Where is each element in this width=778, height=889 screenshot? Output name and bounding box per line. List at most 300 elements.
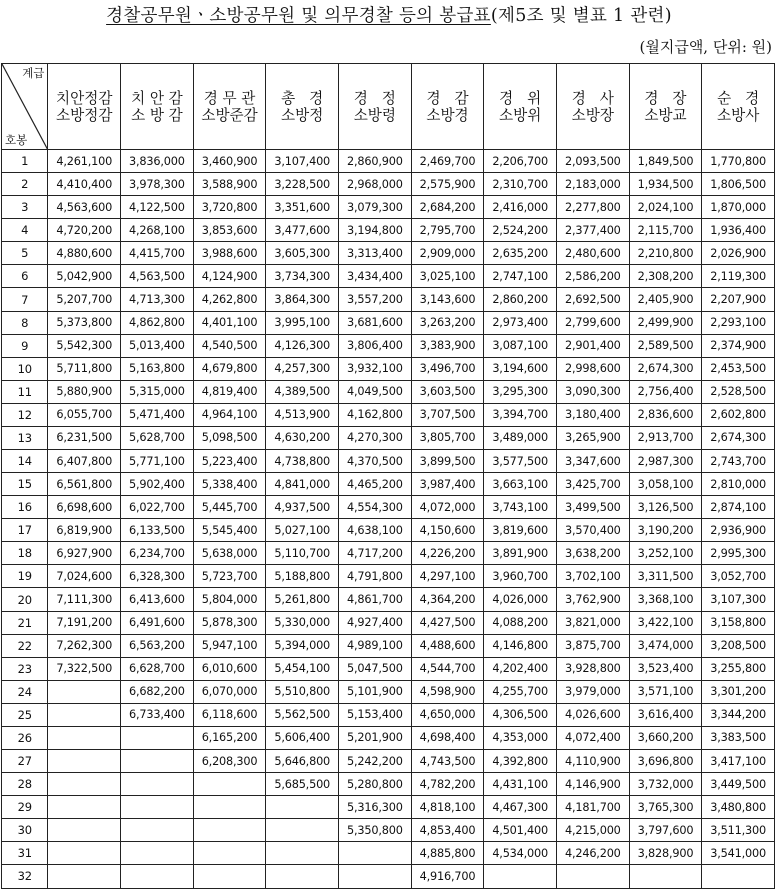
step-cell: 27 [2,750,48,773]
column-header: 치 안 감 소 방 감 [121,64,194,150]
pay-cell: 5,394,000 [266,634,339,657]
pay-cell: 4,738,800 [266,450,339,473]
pay-cell: 4,270,300 [339,426,412,449]
pay-cell: 3,960,700 [484,565,557,588]
corner-rank-label: 계급 [22,66,45,80]
pay-cell: 5,723,700 [193,565,266,588]
pay-cell: 4,563,500 [121,265,194,288]
pay-cell [48,773,121,796]
table-row [2,819,775,842]
pay-cell: 3,696,800 [629,750,702,773]
pay-cell: 4,818,100 [411,796,484,819]
table-row [2,542,775,565]
pay-cell: 6,733,400 [121,703,194,726]
table-row [2,634,775,657]
pay-cell: 6,927,900 [48,542,121,565]
pay-cell: 3,603,500 [411,380,484,403]
pay-cell: 4,885,800 [411,842,484,865]
pay-cell: 4,246,200 [557,842,630,865]
pay-cell: 6,328,300 [121,565,194,588]
pay-cell: 3,702,100 [557,565,630,588]
pay-cell: 4,072,400 [557,726,630,749]
pay-cell: 6,133,500 [121,519,194,542]
pay-cell [121,819,194,842]
pay-cell: 3,588,900 [193,173,266,196]
step-cell: 17 [2,519,48,542]
pay-cell: 5,545,400 [193,519,266,542]
pay-cell: 4,554,300 [339,496,412,519]
step-cell: 12 [2,403,48,426]
pay-cell: 4,630,200 [266,426,339,449]
table-row [2,565,775,588]
pay-cell: 3,263,200 [411,311,484,334]
pay-cell: 5,101,900 [339,680,412,703]
pay-cell [266,842,339,865]
step-cell: 24 [2,680,48,703]
pay-cell [193,865,266,888]
pay-cell: 4,819,400 [193,380,266,403]
pay-cell: 3,126,500 [629,496,702,519]
pay-cell: 3,158,800 [702,611,775,634]
pay-cell: 2,836,600 [629,403,702,426]
pay-cell: 2,206,700 [484,150,557,173]
pay-cell: 6,698,600 [48,496,121,519]
pay-cell: 2,860,900 [339,150,412,173]
pay-cell: 3,797,600 [629,819,702,842]
table-row [2,196,775,219]
pay-cell: 1,936,400 [702,219,775,242]
pay-cell: 4,262,800 [193,288,266,311]
pay-cell: 4,791,800 [339,565,412,588]
step-cell: 8 [2,311,48,334]
pay-cell: 7,111,300 [48,588,121,611]
pay-cell: 6,561,800 [48,473,121,496]
table-row [2,750,775,773]
pay-cell: 6,407,800 [48,450,121,473]
pay-cell: 2,453,500 [702,357,775,380]
pay-cell: 4,353,000 [484,726,557,749]
pay-cell [339,865,412,888]
pay-cell [48,680,121,703]
pay-cell: 2,998,600 [557,357,630,380]
pay-cell: 4,226,200 [411,542,484,565]
step-cell: 7 [2,288,48,311]
pay-cell: 3,417,100 [702,750,775,773]
pay-cell: 2,973,400 [484,311,557,334]
pay-cell: 5,471,400 [121,403,194,426]
step-cell: 9 [2,334,48,357]
pay-cell: 2,207,900 [702,288,775,311]
pay-cell: 3,496,700 [411,357,484,380]
pay-cell: 4,261,100 [48,150,121,173]
table-row [2,473,775,496]
pay-cell: 3,052,700 [702,565,775,588]
step-cell: 11 [2,380,48,403]
pay-cell: 5,902,400 [121,473,194,496]
pay-cell: 3,143,600 [411,288,484,311]
pay-cell: 3,995,100 [266,311,339,334]
pay-cell: 2,936,900 [702,519,775,542]
pay-cell: 3,194,600 [484,357,557,380]
pay-cell [193,819,266,842]
step-cell: 22 [2,634,48,657]
pay-cell: 4,122,500 [121,196,194,219]
pay-cell: 6,682,200 [121,680,194,703]
pay-cell: 3,474,000 [629,634,702,657]
table-row [2,611,775,634]
pay-cell: 3,979,000 [557,680,630,703]
pay-cell: 4,072,000 [411,496,484,519]
pay-cell: 3,425,700 [557,473,630,496]
step-cell: 3 [2,196,48,219]
pay-cell: 2,901,400 [557,334,630,357]
pay-cell: 2,374,900 [702,334,775,357]
step-cell: 15 [2,473,48,496]
pay-cell: 5,315,000 [121,380,194,403]
pay-cell: 3,853,600 [193,219,266,242]
pay-cell: 2,635,200 [484,242,557,265]
pay-cell: 5,316,300 [339,796,412,819]
pay-cell: 5,880,900 [48,380,121,403]
pay-cell: 3,107,300 [702,588,775,611]
table-row [2,334,775,357]
pay-cell: 2,743,700 [702,450,775,473]
pay-cell: 5,163,800 [121,357,194,380]
pay-cell: 4,964,100 [193,403,266,426]
step-cell: 2 [2,173,48,196]
pay-cell: 3,732,000 [629,773,702,796]
pay-cell: 4,501,400 [484,819,557,842]
pay-cell: 4,110,900 [557,750,630,773]
pay-cell: 5,047,500 [339,657,412,680]
pay-cell: 3,899,500 [411,450,484,473]
pay-cell [48,842,121,865]
pay-cell: 3,821,000 [557,611,630,634]
pay-cell: 4,124,900 [193,265,266,288]
pay-cell: 3,499,500 [557,496,630,519]
pay-cell [193,842,266,865]
pay-cell: 4,410,400 [48,173,121,196]
pay-cell [121,750,194,773]
table-row [2,450,775,473]
pay-cell: 3,190,200 [629,519,702,542]
pay-cell: 7,322,500 [48,657,121,680]
pay-cell: 2,469,700 [411,150,484,173]
pay-cell: 3,311,500 [629,565,702,588]
pay-cell: 4,743,500 [411,750,484,773]
table-row [2,496,775,519]
pay-cell: 2,277,800 [557,196,630,219]
pay-cell: 3,025,100 [411,265,484,288]
pay-cell: 4,146,800 [484,634,557,657]
pay-cell: 4,598,900 [411,680,484,703]
pay-cell: 3,480,800 [702,796,775,819]
pay-cell: 5,110,700 [266,542,339,565]
pay-cell: 2,308,200 [629,265,702,288]
column-header: 경 위 소방위 [484,64,557,150]
pay-cell: 4,698,400 [411,726,484,749]
pay-cell: 4,364,200 [411,588,484,611]
pay-cell [266,796,339,819]
pay-cell: 6,070,000 [193,680,266,703]
step-cell: 14 [2,450,48,473]
pay-cell: 5,685,500 [266,773,339,796]
pay-cell: 4,415,700 [121,242,194,265]
pay-cell: 3,988,600 [193,242,266,265]
pay-cell: 3,720,800 [193,196,266,219]
table-row [2,265,775,288]
pay-cell [121,726,194,749]
pay-cell: 4,513,900 [266,403,339,426]
table-row [2,242,775,265]
pay-cell: 3,541,000 [702,842,775,865]
step-cell: 13 [2,426,48,449]
pay-cell: 5,562,500 [266,703,339,726]
pay-cell: 5,223,400 [193,450,266,473]
pay-cell: 7,024,600 [48,565,121,588]
pay-cell: 2,480,600 [557,242,630,265]
pay-cell: 5,242,200 [339,750,412,773]
pay-cell: 5,454,100 [266,657,339,680]
pay-cell: 3,707,500 [411,403,484,426]
pay-cell: 5,201,900 [339,726,412,749]
pay-cell [48,819,121,842]
pay-cell: 5,878,300 [193,611,266,634]
step-cell: 31 [2,842,48,865]
pay-cell: 3,422,100 [629,611,702,634]
column-header: 경 장 소방교 [629,64,702,150]
pay-cell: 5,638,000 [193,542,266,565]
pay-cell [48,703,121,726]
pay-cell: 7,262,300 [48,634,121,657]
pay-cell: 7,191,200 [48,611,121,634]
pay-cell: 6,491,600 [121,611,194,634]
pay-cell: 2,093,500 [557,150,630,173]
pay-cell: 3,765,300 [629,796,702,819]
pay-cell: 3,828,900 [629,842,702,865]
pay-cell: 3,836,000 [121,150,194,173]
pay-cell: 2,674,300 [629,357,702,380]
salary-table [1,63,775,889]
pay-cell [193,796,266,819]
pay-cell: 3,663,100 [484,473,557,496]
pay-cell: 6,208,300 [193,750,266,773]
pay-cell: 6,118,600 [193,703,266,726]
pay-cell: 3,557,200 [339,288,412,311]
pay-cell: 3,489,000 [484,426,557,449]
table-row [2,311,775,334]
pay-cell: 2,524,200 [484,219,557,242]
pay-cell: 6,055,700 [48,403,121,426]
step-cell: 4 [2,219,48,242]
pay-cell: 2,692,500 [557,288,630,311]
pay-cell: 2,026,900 [702,242,775,265]
pay-cell [702,865,775,888]
pay-cell: 5,373,800 [48,311,121,334]
step-cell: 10 [2,357,48,380]
pay-cell: 2,589,500 [629,334,702,357]
pay-cell: 2,747,100 [484,265,557,288]
pay-cell: 3,891,900 [484,542,557,565]
pay-cell: 3,255,800 [702,657,775,680]
pay-cell [48,865,121,888]
pay-cell: 5,606,400 [266,726,339,749]
pay-cell: 2,756,400 [629,380,702,403]
pay-cell: 2,684,200 [411,196,484,219]
step-cell: 30 [2,819,48,842]
pay-cell: 4,862,800 [121,311,194,334]
pay-cell: 6,165,200 [193,726,266,749]
table-row [2,657,775,680]
pay-cell: 4,297,100 [411,565,484,588]
pay-cell: 6,628,700 [121,657,194,680]
pay-cell: 3,107,400 [266,150,339,173]
pay-cell: 3,313,400 [339,242,412,265]
pay-cell: 4,202,400 [484,657,557,680]
pay-cell: 2,913,700 [629,426,702,449]
pay-cell: 4,255,700 [484,680,557,703]
table-row [2,150,775,173]
pay-cell: 3,605,300 [266,242,339,265]
pay-cell: 4,989,100 [339,634,412,657]
pay-cell: 2,293,100 [702,311,775,334]
step-cell: 6 [2,265,48,288]
pay-cell: 5,188,800 [266,565,339,588]
pay-cell: 2,183,000 [557,173,630,196]
pay-cell: 6,819,900 [48,519,121,542]
pay-cell: 2,860,200 [484,288,557,311]
pay-cell: 5,338,400 [193,473,266,496]
pay-cell: 3,638,200 [557,542,630,565]
pay-cell: 3,806,400 [339,334,412,357]
pay-cell: 4,717,200 [339,542,412,565]
pay-cell: 2,674,300 [702,426,775,449]
pay-cell: 3,194,800 [339,219,412,242]
pay-cell: 4,713,300 [121,288,194,311]
pay-cell: 3,864,300 [266,288,339,311]
pay-cell [193,773,266,796]
pay-cell: 4,841,000 [266,473,339,496]
pay-cell: 4,853,400 [411,819,484,842]
pay-cell: 2,310,700 [484,173,557,196]
pay-cell: 5,947,100 [193,634,266,657]
step-cell: 19 [2,565,48,588]
pay-cell: 2,115,700 [629,219,702,242]
pay-cell: 3,928,800 [557,657,630,680]
pay-cell [121,842,194,865]
pay-cell: 4,126,300 [266,334,339,357]
pay-cell: 5,207,700 [48,288,121,311]
pay-cell: 3,058,100 [629,473,702,496]
pay-cell: 3,090,300 [557,380,630,403]
step-cell: 25 [2,703,48,726]
table-row [2,357,775,380]
pay-cell: 3,079,300 [339,196,412,219]
pay-cell: 6,231,500 [48,426,121,449]
pay-cell: 3,616,400 [629,703,702,726]
pay-cell: 5,098,500 [193,426,266,449]
title-reference: (제5조 및 별표 1 관련) [490,6,672,26]
pay-cell: 4,306,500 [484,703,557,726]
pay-cell: 3,301,200 [702,680,775,703]
pay-cell: 6,413,600 [121,588,194,611]
pay-cell: 1,806,500 [702,173,775,196]
pay-cell: 4,540,500 [193,334,266,357]
pay-cell: 5,445,700 [193,496,266,519]
column-header: 순 경 소방사 [702,64,775,150]
pay-cell [557,865,630,888]
pay-cell [121,796,194,819]
pay-cell: 3,180,400 [557,403,630,426]
pay-cell [121,865,194,888]
pay-cell: 4,563,600 [48,196,121,219]
pay-cell: 3,344,200 [702,703,775,726]
pay-cell: 3,265,900 [557,426,630,449]
pay-cell: 4,088,200 [484,611,557,634]
pay-cell: 2,602,800 [702,403,775,426]
pay-cell: 4,650,000 [411,703,484,726]
table-row [2,519,775,542]
step-cell: 23 [2,657,48,680]
pay-cell [629,865,702,888]
document-title [0,2,778,27]
pay-cell: 3,477,600 [266,219,339,242]
pay-cell: 2,968,000 [339,173,412,196]
pay-cell: 3,252,100 [629,542,702,565]
pay-cell: 4,370,500 [339,450,412,473]
pay-cell: 3,987,400 [411,473,484,496]
pay-cell: 6,234,700 [121,542,194,565]
pay-cell: 5,646,800 [266,750,339,773]
pay-cell: 4,937,500 [266,496,339,519]
step-cell: 5 [2,242,48,265]
pay-cell: 3,511,300 [702,819,775,842]
table-row [2,773,775,796]
pay-cell: 4,782,200 [411,773,484,796]
column-header: 경 무 관 소방준감 [193,64,266,150]
table-row [2,865,775,888]
column-header: 총 경 소방정 [266,64,339,150]
pay-cell: 4,268,100 [121,219,194,242]
pay-cell: 2,799,600 [557,311,630,334]
pay-cell: 5,350,800 [339,819,412,842]
pay-cell: 4,916,700 [411,865,484,888]
pay-cell: 4,146,900 [557,773,630,796]
step-cell: 21 [2,611,48,634]
pay-cell: 5,330,000 [266,611,339,634]
column-header: 경 감 소방경 [411,64,484,150]
pay-cell: 4,679,800 [193,357,266,380]
pay-cell: 3,875,700 [557,634,630,657]
pay-cell: 5,628,700 [121,426,194,449]
table-row [2,842,775,865]
corner-step-label: 호봉 [5,133,28,147]
pay-cell: 2,405,900 [629,288,702,311]
pay-cell: 4,401,100 [193,311,266,334]
table-row [2,380,775,403]
pay-cell [339,842,412,865]
pay-cell: 3,570,400 [557,519,630,542]
pay-cell: 2,528,500 [702,380,775,403]
pay-cell: 3,449,500 [702,773,775,796]
pay-cell: 3,681,600 [339,311,412,334]
pay-cell: 6,022,700 [121,496,194,519]
pay-cell: 2,377,400 [557,219,630,242]
pay-cell: 3,660,200 [629,726,702,749]
pay-cell: 5,510,800 [266,680,339,703]
pay-cell: 2,795,700 [411,219,484,242]
pay-cell: 3,762,900 [557,588,630,611]
